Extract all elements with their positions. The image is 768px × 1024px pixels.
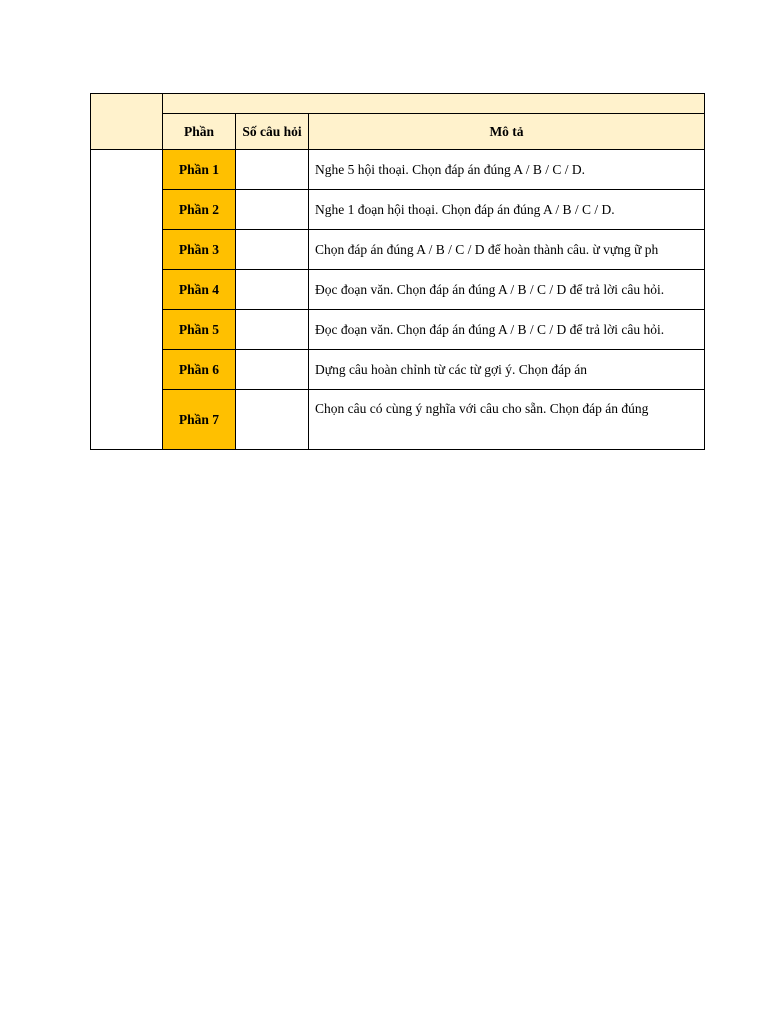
description-cell: Nghe 1 đoạn hội thoại. Chọn đáp án đúng A / B / C / D. xyxy=(309,190,705,230)
exam-structure-table xyxy=(90,93,705,450)
description-cell: Dựng câu hoàn chỉnh từ các từ gợi ý. Chọn đáp án xyxy=(309,350,705,390)
part-cell: Phần 3 xyxy=(163,230,236,270)
count-cell xyxy=(236,190,309,230)
header-corner-cell xyxy=(91,94,163,150)
description-cell: Đọc đoạn văn. Chọn đáp án đúng A / B / C / D để trả lời câu hỏi. xyxy=(309,270,705,310)
count-cell xyxy=(236,350,309,390)
part-cell: Phần 4 xyxy=(163,270,236,310)
description-cell: Nghe 5 hội thoại. Chọn đáp án đúng A / B / C / D. xyxy=(309,150,705,190)
count-cell xyxy=(236,390,309,450)
description-cell: Chọn đáp án đúng A / B / C / D để hoàn thành câu. ừ vựng ữ ph xyxy=(309,230,705,270)
table-row xyxy=(91,190,705,230)
count-cell xyxy=(236,270,309,310)
table-row xyxy=(91,350,705,390)
part-cell: Phần 1 xyxy=(163,150,236,190)
count-cell xyxy=(236,310,309,350)
section-label-cell xyxy=(91,150,163,450)
description-cell: Chọn câu có cùng ý nghĩa với câu cho sẵn. Chọn đáp án đúng xyxy=(309,390,705,450)
count-cell xyxy=(236,230,309,270)
header-part: Phần xyxy=(163,114,236,150)
part-cell: Phần 6 xyxy=(163,350,236,390)
header-title-cell xyxy=(163,94,705,114)
header-question-count: Số câu hỏi xyxy=(236,114,309,150)
table-row xyxy=(91,310,705,350)
table-row xyxy=(91,270,705,310)
table-row xyxy=(91,390,705,450)
table-row xyxy=(91,230,705,270)
part-cell: Phần 2 xyxy=(163,190,236,230)
header-row xyxy=(91,114,705,150)
table-row xyxy=(91,150,705,190)
part-cell: Phần 5 xyxy=(163,310,236,350)
part-cell: Phần 7 xyxy=(163,390,236,450)
header-description: Mô tả xyxy=(309,114,705,150)
description-cell: Đọc đoạn văn. Chọn đáp án đúng A / B / C / D để trả lời câu hỏi. xyxy=(309,310,705,350)
count-cell xyxy=(236,150,309,190)
header-top-row xyxy=(91,94,705,114)
